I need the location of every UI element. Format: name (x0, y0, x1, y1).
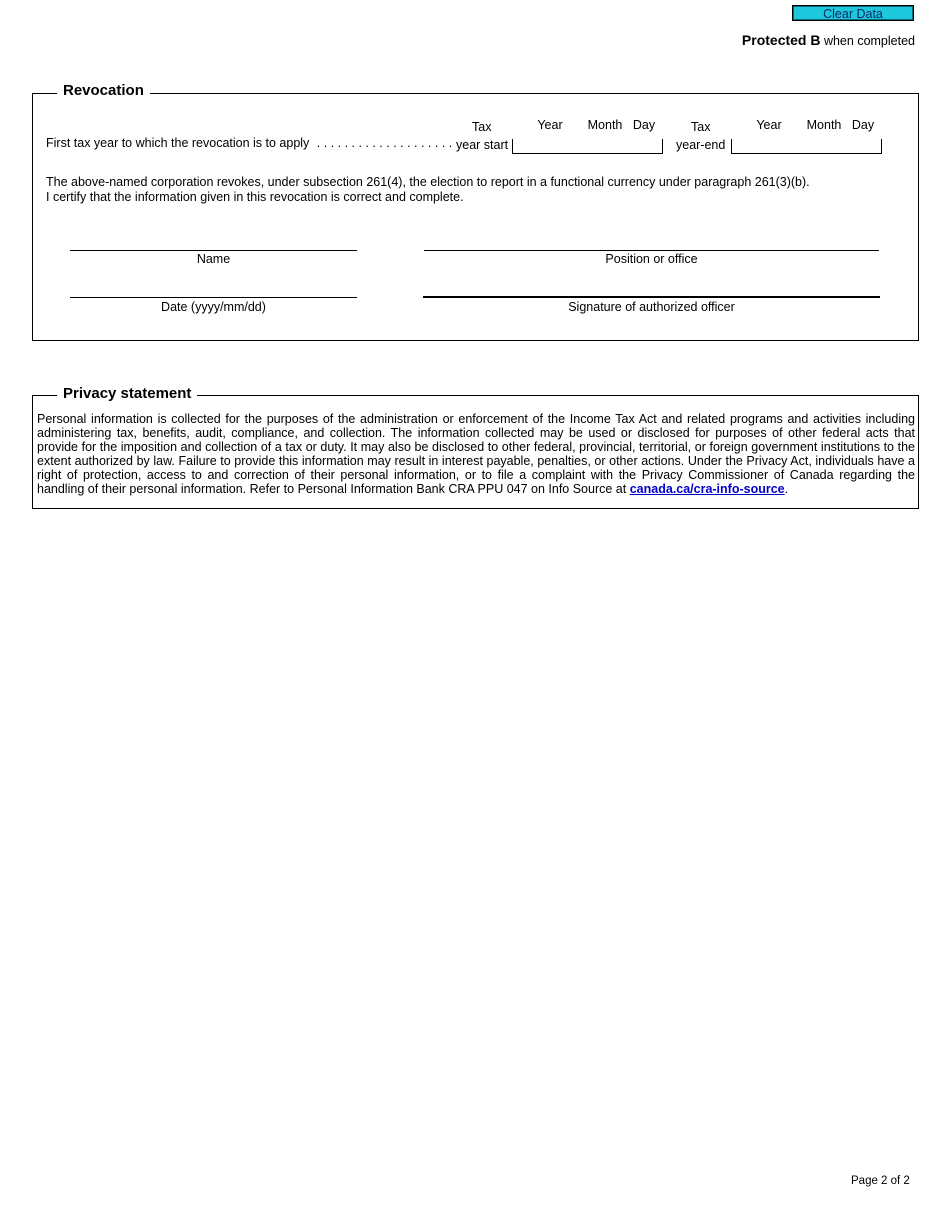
protected-b-notice (742, 32, 915, 48)
revocation-statement (46, 175, 810, 204)
revocation-title: Revocation (57, 82, 150, 99)
tax-year-end-tax-label: Tax (691, 120, 711, 134)
page-number: Page 2 of 2 (851, 1175, 910, 1187)
leader-dots: . . . . . . . . . . . . . . . . . . . . (316, 136, 453, 150)
revocation-statement-line2: I certify that the information given in this revocation is correct and complete. (46, 189, 464, 204)
position-field[interactable] (424, 250, 879, 251)
info-source-link[interactable]: canada.ca/cra-info-source (629, 482, 785, 496)
date-label: Date (yyyy/mm/dd) (161, 300, 266, 314)
start-year-header: Year (537, 118, 563, 132)
name-field[interactable] (70, 250, 357, 251)
end-year-header: Year (756, 118, 782, 132)
clear-data-button[interactable]: Clear Data (792, 5, 914, 21)
first-tax-year-label (46, 136, 452, 150)
tax-year-end-label: year-end (676, 138, 726, 152)
first-tax-year-text: First tax year to which the revocation is to apply (46, 136, 310, 150)
signature-label: Signature of authorized officer (568, 300, 735, 314)
protected-b-label: Protected B (741, 32, 821, 48)
end-month-header: Month (806, 118, 842, 132)
start-day-header: Day (632, 118, 656, 132)
end-day-header: Day (851, 118, 875, 132)
revocation-statement-line1: The above-named corporation revokes, under subsection 261(4), the election to report in a functional currency under paragraph 261(3)(b). (46, 175, 810, 189)
start-month-header: Month (587, 118, 623, 132)
privacy-text (37, 412, 915, 496)
privacy-statement-body: Personal information is collected for the purposes of the administration or enforcement of the Income Tax Act and related programs and activities including administering tax, benefits, audit, compliance, and collection. The information collected may be used or disclosed for purposes of other federal acts that provide for the imposition and collection of a tax or duty. It may also be disclosed to other federal, provincial, territorial, or foreign government institutions to the extent authorized by law. Failure to provide this information may result in interest payable, penalties, or other actions. Under the Privacy Act, individuals have a right of protection, access to and correction of their personal information, or to file a complaint with the Privacy Commissioner of Canada regarding the handling of their personal information. Refer to Personal Information Bank CRA PPU 047 on Info Source at (37, 412, 915, 496)
name-label: Name (196, 252, 231, 266)
tax-year-end-date-field[interactable] (731, 139, 882, 154)
tax-year-start-label: year start (456, 138, 509, 152)
signature-line (423, 296, 880, 298)
protected-b-suffix: when completed (820, 34, 915, 48)
privacy-period: . (784, 482, 789, 496)
position-label: Position or office (605, 252, 698, 266)
date-field[interactable] (70, 297, 357, 298)
tax-year-start-tax-label: Tax (472, 120, 492, 134)
tax-year-start-date-field[interactable] (512, 139, 663, 154)
privacy-title: Privacy statement (57, 385, 197, 402)
